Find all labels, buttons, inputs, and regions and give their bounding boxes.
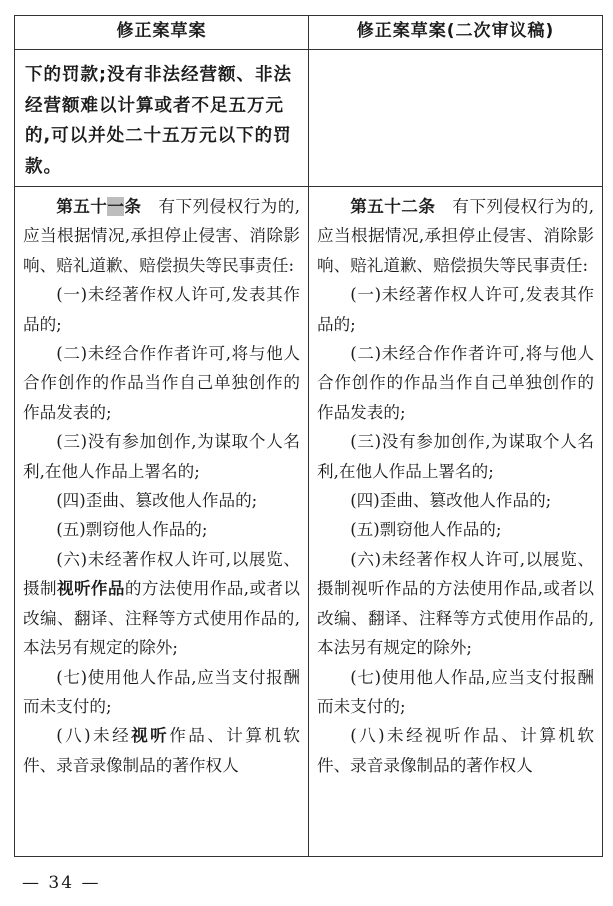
right-item-3: (三)没有参加创作,为谋取个人名利,在他人作品上署名的; xyxy=(317,432,594,481)
header-left: 修正案草案 xyxy=(15,16,309,50)
right-item-7: (七)使用他人作品,应当支付报酬而未支付的; xyxy=(317,667,594,716)
item-text: (六)未经著作权人许可,以展览、摄制 xyxy=(23,549,300,599)
right-article-intro xyxy=(317,192,594,280)
item-text: 的方法使用作品,或者以改编、翻译、注释等方式使用作品的,本法另有规定的除外; xyxy=(23,579,301,658)
bold-amendment: 视听作品 xyxy=(56,579,125,599)
right-item-6: (六)未经著作权人许可,以展览、摄制视听作品的方法使用作品,或者以改编、翻译、注释等方式使用作品的,本法另有规定的除外; xyxy=(317,549,594,658)
left-item-6 xyxy=(23,545,300,663)
header-row xyxy=(15,16,603,50)
intro-text: 有下列侵权行为的,应当根据情况,承担停止侵害、消除影响、赔礼道歉、赔偿损失等民事责任: xyxy=(317,197,595,275)
carryover-right-cell xyxy=(309,50,603,187)
left-item-4: (四)歪曲、篡改他人作品的; xyxy=(56,491,258,511)
right-item-2: (二)未经合作作者许可,将与他人合作创作的作品当作自己单独创作的作品发表的; xyxy=(317,344,594,422)
comparison-table xyxy=(14,15,603,857)
left-item-7: (七)使用他人作品,应当支付报酬而未支付的; xyxy=(23,667,300,716)
left-item-5: (五)剽窃他人作品的; xyxy=(56,520,208,540)
header-right: 修正案草案(二次审议稿) xyxy=(309,16,603,50)
article-number-part: 第五十 xyxy=(56,197,108,216)
article-number-part: 条 xyxy=(124,197,142,216)
right-item-1: (一)未经著作权人许可,发表其作品的; xyxy=(317,285,594,334)
right-item-5: (五)剽窃他人作品的; xyxy=(350,520,502,540)
carryover-left-cell xyxy=(15,50,309,187)
bold-amendment: 视听 xyxy=(131,726,170,746)
left-article-cell xyxy=(15,187,309,857)
left-article-number xyxy=(56,197,141,216)
right-article xyxy=(309,187,602,780)
right-article-number: 第五十二条 xyxy=(350,197,436,216)
left-article-intro xyxy=(23,192,300,280)
right-article-cell xyxy=(309,187,603,857)
page-number: — 34 — xyxy=(22,873,101,893)
left-item-8 xyxy=(23,721,300,780)
left-item-1: (一)未经著作权人许可,发表其作品的; xyxy=(23,285,300,334)
left-item-3: (三)没有参加创作,为谋取个人名利,在他人作品上署名的; xyxy=(23,432,300,481)
left-item-2: (二)未经合作作者许可,将与他人合作创作的作品当作自己单独创作的作品发表的; xyxy=(23,344,300,422)
carryover-left-text: 下的罚款;没有非法经营额、非法经营额难以计算或者不足五万元的,可以并处二十五万元以下的罚款。 xyxy=(25,65,292,177)
left-article xyxy=(15,187,308,780)
item-text: 作品、计算机软件、录音录像制品的著作权人 xyxy=(23,726,301,775)
item-text: (八)未经 xyxy=(56,726,132,746)
carryover-right-text xyxy=(309,50,602,60)
intro-text: 有下列侵权行为的,应当根据情况,承担停止侵害、消除影响、赔礼道歉、赔偿损失等民事责任: xyxy=(23,197,301,275)
right-item-8: (八)未经视听作品、计算机软件、录音录像制品的著作权人 xyxy=(317,726,594,775)
right-item-4: (四)歪曲、篡改他人作品的; xyxy=(350,491,552,511)
highlighted-deletion: 一 xyxy=(107,197,125,216)
article-row xyxy=(15,187,603,857)
carryover-row xyxy=(15,50,603,187)
